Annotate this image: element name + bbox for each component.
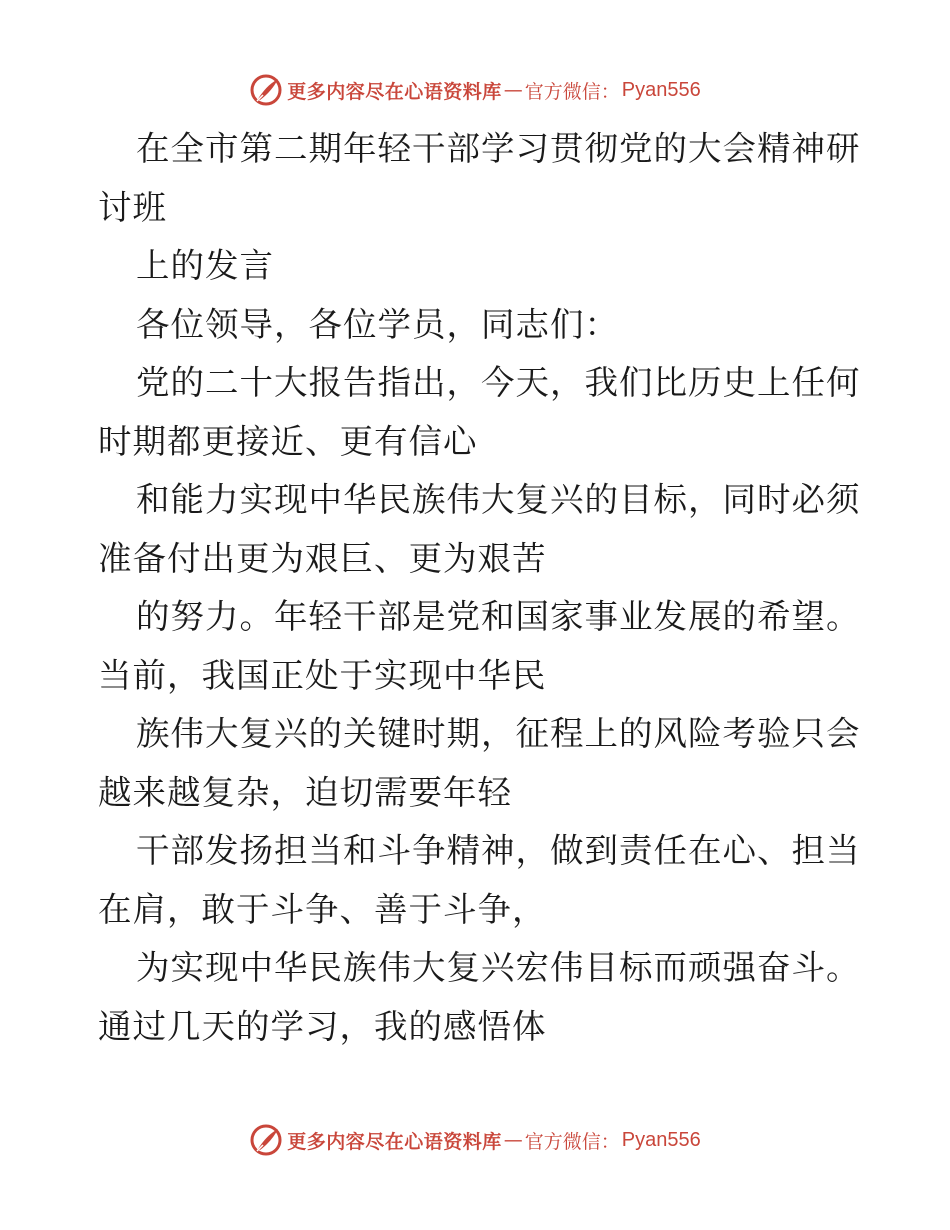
watermark-dash: — — [503, 79, 523, 101]
watermark-official-label: 官方微信： — [524, 1130, 620, 1153]
watermark-wechat-id: Pyan556 — [621, 78, 701, 101]
feather-quill-icon — [249, 73, 283, 107]
header-watermark — [0, 70, 950, 110]
paragraph-line: 讨班 — [98, 187, 167, 227]
paragraph-line: 通过几天的学习，我的感悟体 — [98, 1006, 547, 1046]
paragraph-line: 上的发言 — [136, 246, 274, 285]
watermark-wechat-id: Pyan556 — [621, 1128, 701, 1151]
paragraph-line: 越来越复杂，迫切需要年轻 — [98, 772, 512, 812]
footer-watermark — [0, 1120, 950, 1160]
paragraph-line: 当前，我国正处于实现中华民 — [98, 655, 547, 695]
paragraph-line: 时期都更接近、更有信心 — [98, 421, 478, 461]
paragraph-line: 在全市第二期年轻干部学习贯彻党的大会精神研 — [136, 129, 861, 168]
paragraph-line: 党的二十大报告指出，今天，我们比历史上任何 — [136, 363, 861, 402]
paragraph-line: 准备付出更为艰巨、更为艰苦 — [98, 538, 547, 578]
watermark-site-text: 更多内容尽在心语资料库 — [287, 80, 502, 103]
feather-quill-icon — [249, 1123, 283, 1157]
document-body — [98, 120, 861, 1056]
paragraph-line: 为实现中华民族伟大复兴宏伟目标而顽强奋斗。 — [136, 948, 861, 987]
paragraph-line: 和能力实现中华民族伟大复兴的目标，同时必须 — [136, 480, 861, 519]
paragraph-line: 的努力。年轻干部是党和国家事业发展的希望。 — [136, 597, 861, 636]
paragraph-line: 在肩，敢于斗争、善于斗争， — [98, 889, 547, 929]
paragraph-line: 族伟大复兴的关键时期，征程上的风险考验只会 — [136, 714, 861, 753]
paragraph-line: 干部发扬担当和斗争精神，做到责任在心、担当 — [136, 831, 861, 870]
watermark-official-label: 官方微信： — [524, 80, 620, 103]
watermark-dash: — — [503, 1129, 523, 1151]
paragraph-line: 各位领导，各位学员，同志们： — [136, 304, 619, 344]
watermark-site-text: 更多内容尽在心语资料库 — [287, 1130, 502, 1153]
